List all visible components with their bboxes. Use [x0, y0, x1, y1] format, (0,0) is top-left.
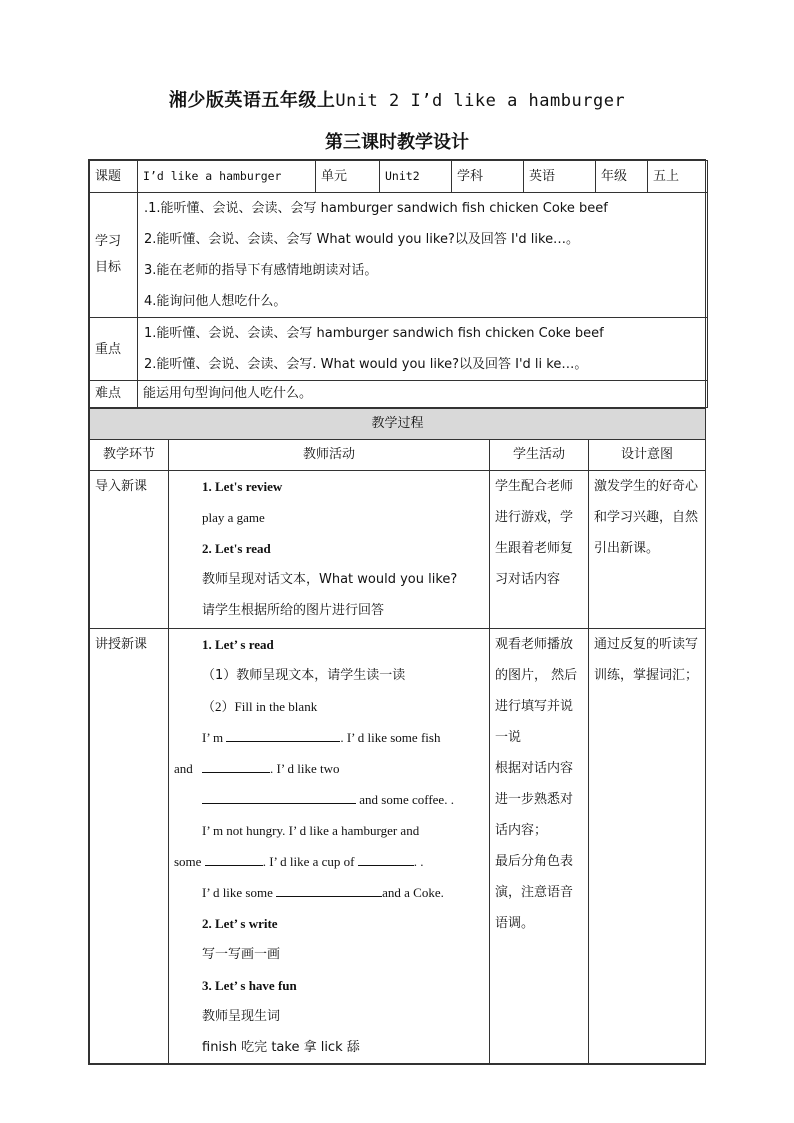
table-row: [90, 629, 706, 1064]
new-present-text: （1）教师呈现文本，请学生读一读: [202, 668, 406, 683]
objective-item: 3.能在老师的指导下有感情地朗读对话。: [144, 263, 378, 278]
new-step-fun: 3. Let’ s have fun: [202, 978, 297, 993]
document-title-line1: [0, 86, 794, 112]
new-intent: 通过反复的听读写训练，掌握词汇；: [589, 629, 706, 1064]
title-chinese: 湘少版英语五年级上: [168, 90, 336, 111]
new-step-write: 2. Let’ s write: [202, 916, 278, 931]
intro-intent: 激发学生的好奇心和学习兴趣，自然引出新课。: [589, 471, 706, 629]
fill-text: and a Coke.: [382, 885, 444, 900]
unit-label: 单元: [316, 161, 380, 193]
fill-line: [174, 722, 484, 753]
intro-play-game: play a game: [202, 510, 265, 525]
objective-item: 4.能询问他人想吃什么。: [144, 294, 287, 309]
new-fill-blank: （2）Fill in the blank: [202, 699, 318, 714]
blank-field: [226, 729, 340, 742]
fill-line: [174, 753, 484, 784]
fill-text: some: [174, 854, 202, 869]
grade-label: 年级: [596, 161, 648, 193]
subject-value: 英语: [524, 161, 596, 193]
header-teacher: 教师活动: [169, 440, 490, 471]
objectives-label-line2: 目标: [95, 260, 122, 275]
objectives-label: [90, 193, 138, 318]
subject-label: 学科: [452, 161, 524, 193]
blank-field: [205, 853, 263, 866]
fill-text: I’ m: [202, 730, 224, 745]
intro-stage: 导入新课: [90, 471, 169, 629]
new-vocab-list: finish 吃完 take 拿 lick 舔: [202, 1040, 360, 1055]
process-banner: 教学过程: [90, 409, 706, 440]
intro-step-review: 1. Let's review: [202, 479, 283, 494]
new-write-draw: 写一写画一画: [202, 947, 281, 962]
table-row: [90, 471, 706, 629]
fill-text: and some coffee. .: [359, 792, 454, 807]
header-intent: 设计意图: [589, 440, 706, 471]
intro-step-read: 2. Let's read: [202, 541, 271, 556]
intro-dialog: 教师呈现对话文本，What would you like?: [202, 572, 458, 587]
blank-field: [276, 884, 382, 897]
unit-value: Unit2: [380, 161, 452, 193]
key-point-item: 1.能听懂、会说、会读、会写 hamburger sandwich fish chicken Coke beef: [144, 326, 604, 341]
objective-item: .1.能听懂、会说、会读、会写 hamburger sandwich fish chicken Coke beef: [144, 201, 608, 216]
fill-text: . .: [413, 854, 424, 869]
blank-field: [202, 791, 356, 804]
header-student: 学生活动: [490, 440, 589, 471]
blank-field: [358, 853, 414, 866]
difficulty-label: 难点: [90, 381, 138, 408]
difficulty-value: 能运用句型询问他人吃什么。: [138, 381, 708, 408]
new-step-read: 1. Let’ s read: [202, 637, 274, 652]
key-points-content: [138, 318, 708, 381]
new-stage: 讲授新课: [90, 629, 169, 1064]
student-activity-item: 根据对话内容进一步熟悉对话内容；: [495, 761, 574, 838]
header-stage: 教学环节: [90, 440, 169, 471]
fill-text: I’ d like some: [202, 885, 273, 900]
fill-line: [174, 846, 484, 877]
grade-value: 五上: [648, 161, 708, 193]
fill-text: and: [174, 761, 193, 776]
student-activity-item: 最后分角色表演，注意语音语调。: [495, 854, 574, 931]
topic-label: 课题: [90, 161, 138, 193]
info-table: [89, 160, 708, 408]
new-student: [490, 629, 589, 1064]
fill-text: . I’ d like two: [270, 761, 340, 776]
key-points-label: 重点: [90, 318, 138, 381]
objectives-content: [138, 193, 708, 318]
key-point-item: 2.能听懂、会说、会读、会写. What would you like?以及回答 I'd li ke…。: [144, 357, 588, 372]
fill-text: . I’ d like a cup of: [262, 854, 355, 869]
new-vocab-title: 教师呈现生词: [202, 1009, 281, 1024]
lesson-plan-table: [88, 159, 706, 1065]
fill-text: . I’ d like some fish: [340, 730, 441, 745]
fill-line: [174, 784, 484, 815]
objective-item: 2.能听懂、会说、会读、会写 What would you like?以及回答 I'd like…。: [144, 232, 580, 247]
intro-answer: 请学生根据所给的图片进行回答: [202, 603, 385, 618]
document-title-line2: 第三课时教学设计: [325, 132, 469, 153]
process-table: [89, 408, 706, 1064]
objectives-label-line1: 学习: [95, 234, 122, 249]
new-teacher: [169, 629, 490, 1064]
title-english: Unit 2 I’d like a hamburger: [335, 91, 626, 111]
fill-line: [174, 877, 484, 908]
student-activity-item: 观看老师播放的图片， 然后进行填写并说一说: [495, 637, 578, 745]
topic-value: I’d like a hamburger: [138, 161, 316, 193]
intro-teacher: [169, 471, 490, 629]
blank-field: [202, 760, 270, 773]
intro-student: 学生配合老师进行游戏，学生跟着老师复习对话内容: [490, 471, 589, 629]
fill-line: I’ m not hungry. I’ d like a hamburger and: [202, 823, 420, 838]
